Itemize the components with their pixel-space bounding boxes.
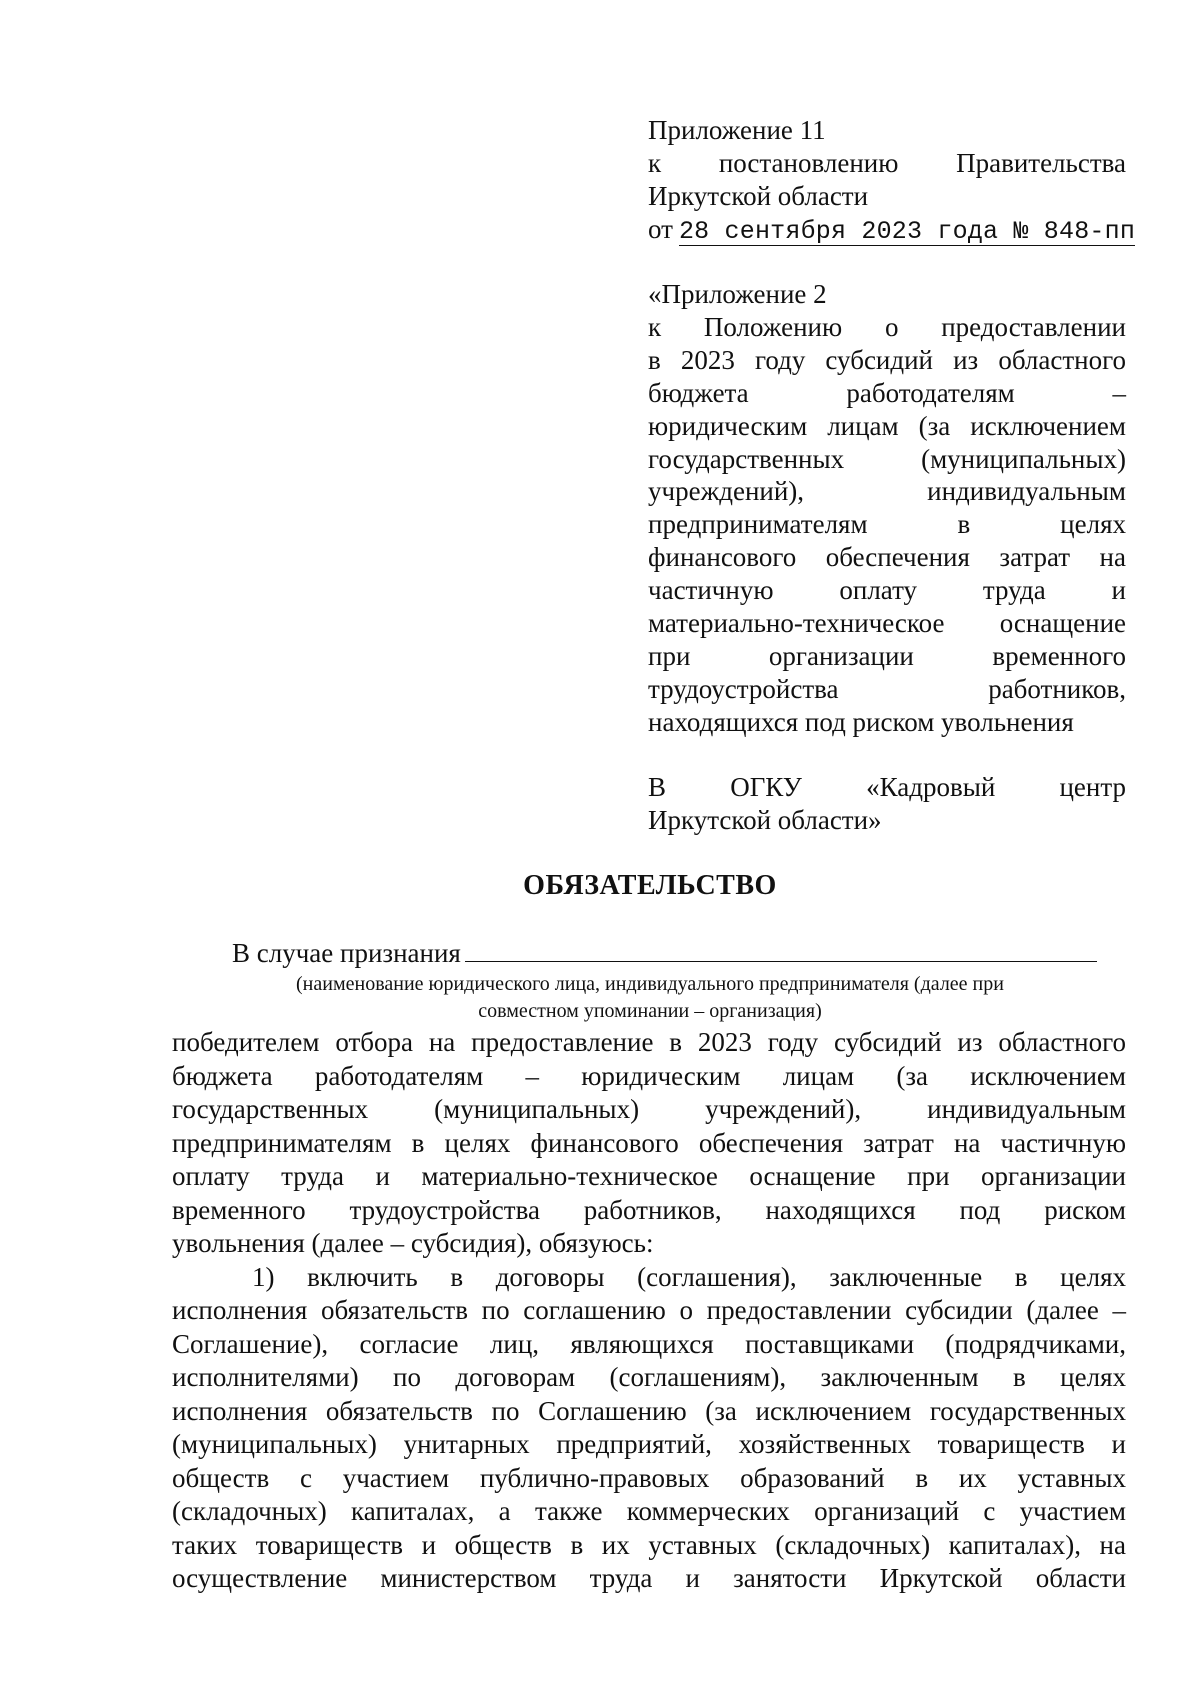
body-line: предпринимателям в целях финансового обеспечения затрат на частичную (172, 1127, 1126, 1158)
recipient-line-1: В ОГКУ «Кадровый центр (648, 772, 1126, 802)
appendix-2-line: трудоустройства работников, (648, 673, 1126, 704)
appendix-2-line: бюджета работодателям – (648, 377, 1126, 408)
appendix-11-date-line (648, 213, 1136, 246)
body-item-1-first-line: 1) включить в договоры (соглашения), заключенные в целях (252, 1261, 1126, 1292)
recognition-text: В случае признания (232, 938, 461, 968)
date-prefix: от (648, 214, 673, 244)
body-line: исполнения обязательств по соглашению о предоставлении субсидии (далее – (172, 1295, 1126, 1325)
organization-name-blank (465, 937, 1097, 962)
appendix-11-word-resolution: постановлению (718, 148, 899, 178)
body-line: государственных (муниципальных) учреждений), индивидуальным (172, 1094, 1126, 1124)
appendix-2-line: материально-техническое оснащение (648, 608, 1126, 639)
appendix-11-header (648, 114, 1136, 246)
recognition-line (232, 937, 1097, 970)
body-line: осуществление министерством труда и занятости Иркутской области (172, 1563, 1126, 1593)
body-line: обществ с участием публично-правовых образований в их уставных (172, 1462, 1126, 1493)
recipient-line-2: Иркутской области» (648, 805, 882, 835)
appendix-2-header (648, 278, 1126, 739)
appendix-2-label: «Приложение 2 (648, 279, 827, 309)
recipient-block (648, 771, 1126, 837)
date-stamp: 28 сентября 2023 года № 848-пп (678, 217, 1136, 246)
appendix-11-resolution-line (648, 147, 1126, 180)
body-line: оплату труда и материально-техническое оснащение при организации (172, 1161, 1126, 1191)
body-line: победителем отбора на предоставление в 2023 году субсидий из областного (172, 1027, 1126, 1057)
caption-line-2: совместном упоминании – организация) (478, 1000, 822, 1022)
appendix-11-region: Иркутской области (648, 181, 869, 211)
appendix-11-word-k: к (648, 148, 662, 178)
body-line: (муниципальных) унитарных предприятий, хозяйственных товариществ и (172, 1429, 1126, 1459)
body-line: временного трудоустройства работников, находящихся под риском (172, 1194, 1126, 1225)
appendix-2-line: предпринимателям в целях (648, 509, 1126, 540)
blank-caption (190, 971, 1110, 1025)
caption-line-1: (наименование юридического лица, индивидуального предпринимателя (далее при (296, 973, 1004, 995)
appendix-2-line: юридическим лицам (за исключением (648, 410, 1126, 441)
appendix-2-line: частичную оплату труда и (648, 575, 1126, 606)
appendix-11-label: Приложение 11 (648, 115, 826, 145)
body-line: исполнителями) по договорам (соглашениям), заключенным в целях (172, 1362, 1126, 1392)
obligation-body (172, 1026, 1126, 1596)
appendix-2-line: учреждений), индивидуальным (648, 476, 1126, 507)
appendix-2-line: финансового обеспечения затрат на (648, 542, 1126, 573)
body-line: Соглашение), согласие лиц, являющихся поставщиками (подрядчиками, (172, 1328, 1126, 1359)
appendix-2-line: государственных (муниципальных) (648, 443, 1126, 474)
body-line: увольнения (далее – субсидия), обязуюсь: (172, 1228, 654, 1258)
appendix-2-line: при организации временного (648, 640, 1126, 671)
body-line: бюджета работодателям – юридическим лицам (за исключением (172, 1060, 1126, 1091)
appendix-2-last-line: находящихся под риском увольнения (648, 706, 1074, 737)
appendix-2-line: к Положению о предоставлении (648, 311, 1126, 342)
appendix-2-line: в 2023 году субсидий из областного (648, 344, 1126, 375)
appendix-11-word-government: Правительства (956, 148, 1127, 178)
document-title: ОБЯЗАТЕЛЬСТВО (523, 870, 777, 901)
body-line: таких товариществ и обществ в их уставных (складочных) капиталах), на (172, 1529, 1126, 1560)
body-line: исполнения обязательств по Соглашению (за исключением государственных (172, 1395, 1126, 1426)
body-line: (складочных) капиталах, а также коммерческих организаций с участием (172, 1496, 1126, 1526)
